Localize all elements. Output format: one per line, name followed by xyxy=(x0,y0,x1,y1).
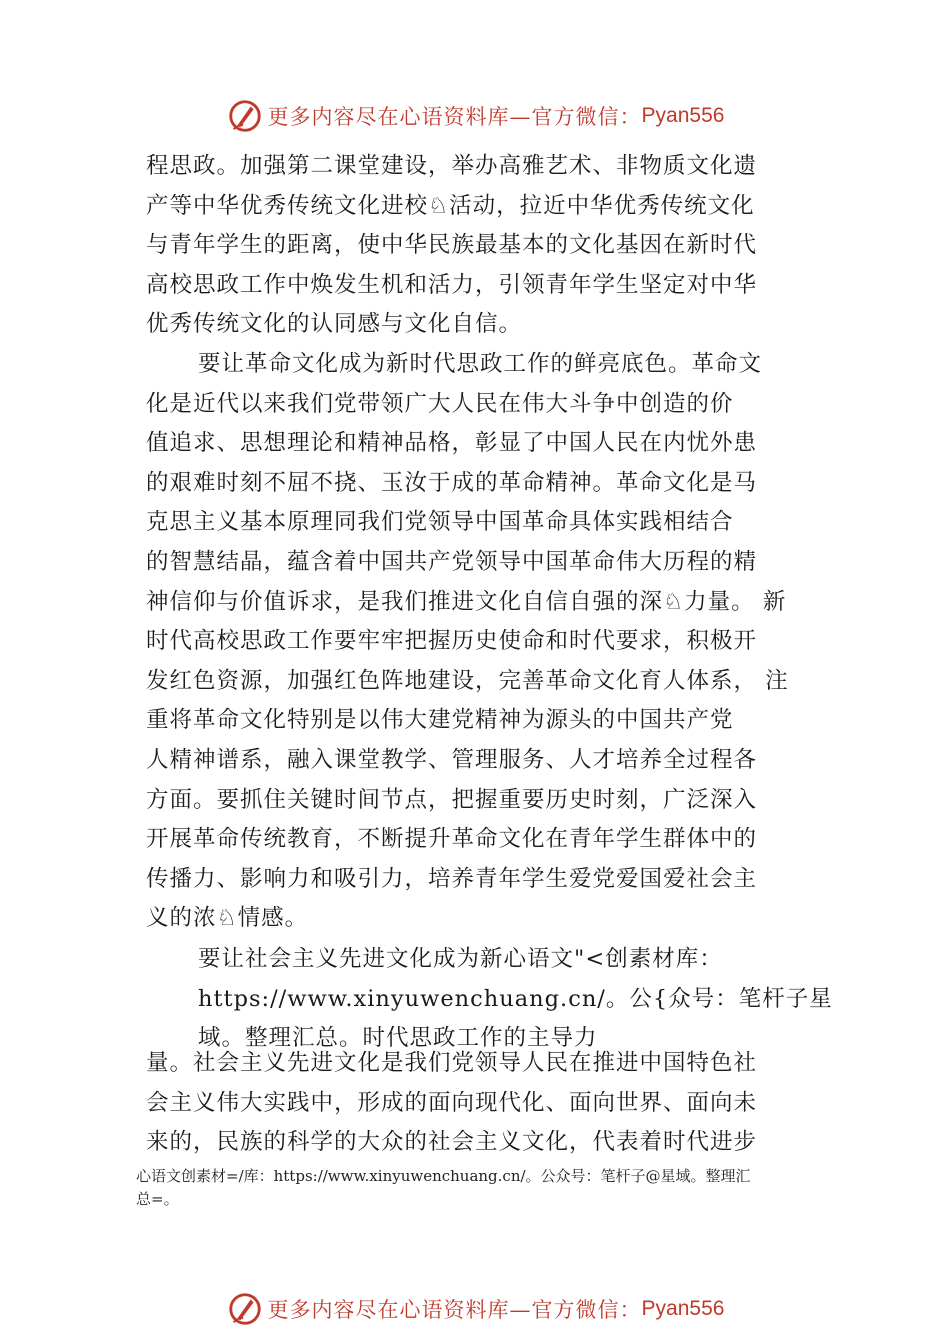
text-line: 人精神谱系，融入课堂教学、管理服务、人才培养全过程各 xyxy=(146,746,758,773)
footer-banner xyxy=(0,1287,950,1331)
text-line: 与青年学生的距离，使中华民族最基本的文化基因在新时代 xyxy=(146,232,758,259)
text-line: 化是近代以来我们党带领广大人民在伟大斗争中创造的价 xyxy=(146,390,734,417)
text-line: 的智慧结晶，蕴含着中国共产党领导中国革命伟大历程的精 xyxy=(146,548,758,575)
footer-wechat-id: Pyan556 xyxy=(641,1297,725,1320)
text-line: 要让社会主义先进文化成为新心语文"<创素材库： xyxy=(198,946,723,972)
paragraph-1 xyxy=(146,147,826,345)
quill-logo-icon xyxy=(226,1290,264,1328)
text-line: 来的，民族的科学的大众的社会主义文化，代表着时代进步 xyxy=(146,1129,758,1156)
text-line: 时代高校思政工作要牢牢把握历史使命和时代要求，积极开 xyxy=(146,628,758,655)
text-line: 义的浓♘情感。 xyxy=(146,905,309,932)
text-line: 发红色资源，加强红色阵地建设，完善革命文化育人体系， 注 xyxy=(146,667,789,694)
header-wechat-id: Pyan556 xyxy=(641,104,725,127)
footnote-line: 心语文创素材=/库：https://www.xinyuwenchuang.cn/。公众号：笔杆子@星域。整理汇 xyxy=(136,1167,751,1185)
text-line: 域。整理汇总。时代思政工作的主导力 xyxy=(198,1025,598,1052)
paragraph-4 xyxy=(146,1044,826,1163)
text-line: 会主义伟大实践中，形成的面向现代化、面向世界、面向未 xyxy=(146,1089,758,1116)
text-line: 要让革命文化成为新时代思政工作的鲜亮底色。革命文 xyxy=(198,351,763,377)
text-line: 神信仰与价值诉求，是我们推进文化自信自强的深♘力量。 新 xyxy=(146,588,787,615)
text-line: 重将革命文化特别是以伟大建党精神为源头的中国共产党 xyxy=(146,707,734,734)
text-line: 程思政。加强第二课堂建设，举办高雅艺术、非物质文化遗 xyxy=(146,153,758,179)
paragraph-2 xyxy=(146,345,826,939)
footnote-line: 总=。 xyxy=(136,1190,179,1208)
text-line: 高校思政工作中焕发生机和活力，引领青年学生坚定对中华 xyxy=(146,271,758,298)
footer-brand-text: 更多内容尽在心语资料库—官方微信： xyxy=(267,1298,642,1322)
footnote xyxy=(136,1165,836,1211)
header-banner xyxy=(0,94,950,138)
paragraph-3 xyxy=(146,940,833,1059)
text-line: 传播力、影响力和吸引力，培养青年学生爱党爱国爱社会主 xyxy=(146,865,758,892)
text-line: 开展革命传统教育，不断提升革命文化在青年学生群体中的 xyxy=(146,826,758,853)
text-line: 产等中华优秀传统文化进校♘活动，拉近中华优秀传统文化 xyxy=(146,192,755,219)
text-line: 的艰难时刻不屈不挠、玉汝于成的革命精神。革命文化是马 xyxy=(146,469,758,496)
text-line: 克思主义基本原理同我们党领导中国革命具体实践相结合 xyxy=(146,509,734,536)
text-line: 量。社会主义先进文化是我们党领导人民在推进中国特色社 xyxy=(146,1050,758,1076)
text-line: 值追求、思想理论和精神品格，彰显了中国人民在内忧外患 xyxy=(146,430,758,457)
quill-logo-icon xyxy=(226,97,264,135)
text-line: https://www.xinyuwenchuang.cn/。公{众号：笔杆子星 xyxy=(198,985,833,1012)
text-line: 方面。要抓住关键时间节点，把握重要历史时刻，广泛深入 xyxy=(146,786,758,813)
text-line: 优秀传统文化的认同感与文化自信。 xyxy=(146,311,523,338)
header-brand-text: 更多内容尽在心语资料库—官方微信： xyxy=(267,105,642,129)
